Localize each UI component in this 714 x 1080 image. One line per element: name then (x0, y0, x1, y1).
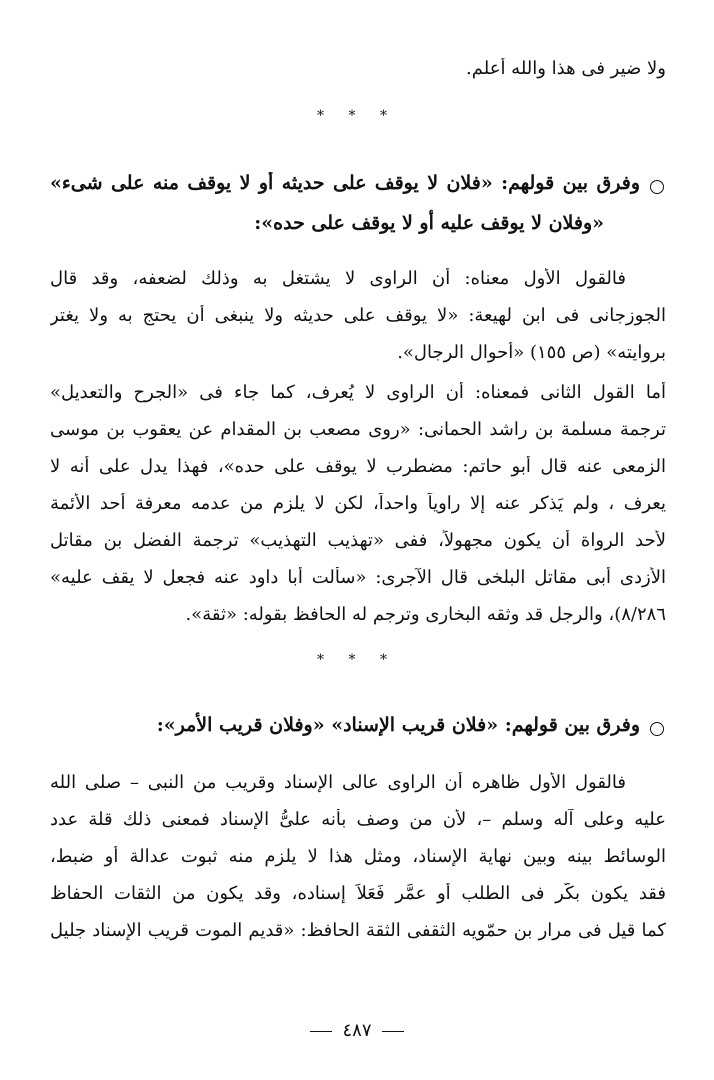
bullet-circle-icon (650, 180, 664, 194)
section1-paragraph2-line1: أما القول الثانى فمعناه: أن الراوى لا يُعرف، كما جاء فى «الجرح والتعديل» (50, 382, 666, 403)
section1-paragraph2-line7: ٨/٢٨٦)، والرجل قد وثقه البخارى وترجم له الحافظ بقوله: «ثقة». (185, 604, 666, 625)
section2-heading: وفرق بين قولهم: «فلان قريب الإسناد» «وفلان قريب الأمر»: (156, 714, 640, 736)
section1-paragraph2-line2: ترجمة مسلمة بن راشد الحمانى: «روى مصعب بن المقدام عن يعقوب بن موسى (50, 419, 666, 440)
section1-paragraph1-line3: بروايته» (ص ١٥٥) «أحوال الرجال». (397, 342, 666, 363)
section1-paragraph1-line2: الجوزجانى فى ابن لهيعة: «لا يوقف على حديثه ولا ينبغى أن يحتج به ولا يغتر (50, 305, 666, 326)
bullet-circle-icon (650, 722, 664, 736)
section2-paragraph-line4: فقد يكون بكَّر فى الطلب أو عمَّر فَعَلاَ إسناده، وقد يكون من الثقات الحفاظ (50, 883, 666, 904)
section2-paragraph-line3: الوسائط بينه وبين نهاية الإسناد، ومثل هذا لا يلزم منه ثبوت عدالة أو ضبط، (50, 846, 666, 867)
section2-paragraph-line2: عليه وعلى آله وسلم –، لأن من وصف بأنه علىُّ الإسناد فمعنى ذلك قلة عدد (50, 809, 666, 830)
section1-paragraph2-line4: يعرف ، ولم يَذكر عنه إلا راوياً واحداً، لكن لا يلزم من عدمه معرفة أحد الأئمة (50, 493, 666, 514)
dash-right-icon (310, 1031, 332, 1032)
page-number: ٤٨٧ (342, 1020, 372, 1041)
page-number-footer (0, 1020, 714, 1041)
section1-paragraph2-line5: لأحد الرواة أن يكون مجهولاً، ففى «تهذيب التهذيب» ترجمة الفضل بن مقاتل (50, 530, 666, 551)
section1-heading-line1: وفرق بين قولهم: «فلان لا يوقف على حديثه أو لا يوقف منه على شىء» (50, 172, 640, 194)
section1-paragraph2-line6: الأزدى أبى مقاتل البلخى قال الآجرى: «سألت أبا داود عنه فجعل لا يقف عليه» (50, 567, 666, 588)
section2-paragraph-line5: كما قيل فى مرار بن حمّويه الثقفى الثقة الحافظ: «قديم الموت قريب الإسناد جليل (50, 920, 666, 941)
section1-heading-line2: «وفلان لا يوقف عليه أو لا يوقف على حده»: (254, 212, 604, 234)
section1-paragraph2-line3: الزمعى عنه قال أبو حاتم: مضطرب لا يوقف على حده»، فهذا يدل على أنه لا (50, 456, 666, 477)
section1-paragraph1-line1: فالقول الأول معناه: أن الراوى لا يشتغل به وذلك لضعفه، وقد قال (50, 268, 626, 289)
section-separator: * * * (317, 652, 397, 668)
section2-paragraph-line1: فالقول الأول ظاهره أن الراوى عالى الإسناد وقريب من النبى – صلى الله (50, 772, 626, 793)
intro-line: ولا ضير فى هذا والله أعلم. (466, 58, 666, 79)
section-separator: * * * (317, 108, 397, 124)
dash-left-icon (382, 1031, 404, 1032)
